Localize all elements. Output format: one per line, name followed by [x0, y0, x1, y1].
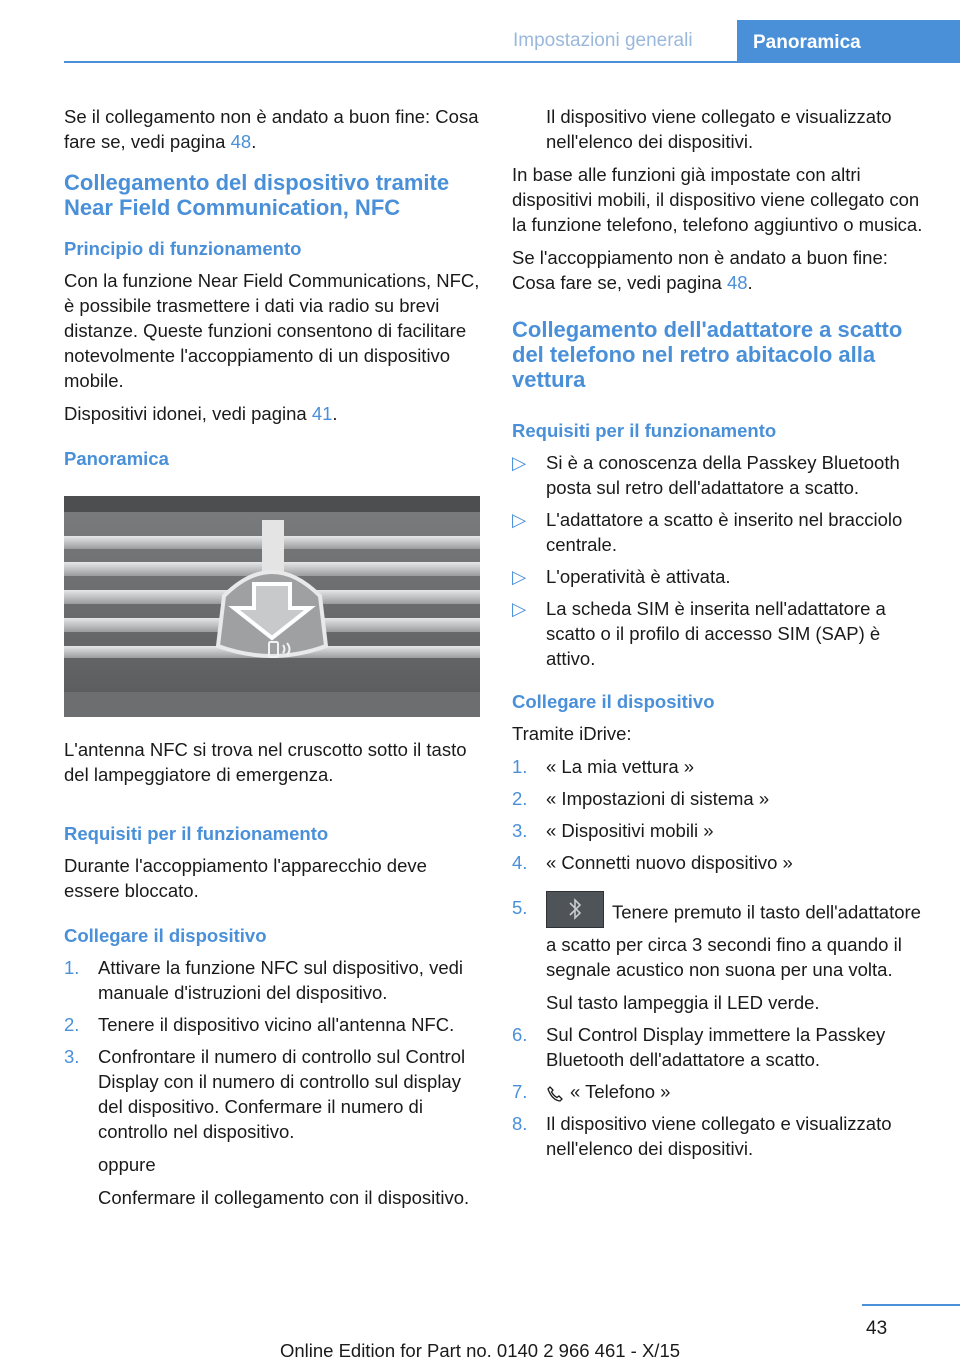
page-link[interactable]: 48 — [726, 272, 748, 293]
nfc-dashboard-illustration — [64, 496, 480, 717]
list-item: 4. « Connetti nuovo dispositivo » — [512, 852, 793, 873]
left-column — [64, 104, 484, 1217]
figure-caption: L'antenna NFC si trova nel cruscotto sotto il tasto del lampeggiatore di emergenza. — [64, 739, 467, 785]
bluetooth-button-icon — [546, 891, 604, 928]
functions-paragraph: In base alle funzioni già impostate con altri dispositivi mobili, il dispositivo viene collegato con la funzione telefono, telefono aggiuntivo o musica. — [512, 164, 923, 235]
list-item: 2. « Impostazioni di sistema » — [512, 788, 770, 809]
list-item: 3. Confrontare il numero di controllo sul Control Display con il numero di controllo sul display del dispositivo. Confermare il numero di controllo nel dispositivo. oppure Confermare il collegamento con il dispositivo. — [64, 1044, 484, 1210]
list-item: 1. Attivare la funzione NFC sul dispositivo, vedi manuale d'istruzioni del dispositivo. — [64, 957, 464, 1003]
list-item: ▷ L'operatività è attivata. — [512, 566, 731, 587]
heading-connect-device: Collegare il dispositivo — [64, 925, 267, 946]
heading-nfc: Collegamento del dispositivo tramite Near Field Communication, NFC — [64, 170, 450, 220]
heading-requirements: Requisiti per il funzionamento — [64, 823, 329, 844]
list-item: 8. Il dispositivo viene collegato e visualizzato nell'elenco dei dispositivi. — [512, 1113, 892, 1159]
idrive-steps-list — [512, 754, 927, 1161]
list-item: 7. « Telefono » — [512, 1081, 671, 1102]
step-alternative: Confermare il collegamento con il dispositivo. — [98, 1187, 470, 1208]
list-item: 3. « Dispositivi mobili » — [512, 820, 714, 841]
list-item: 2. Tenere il dispositivo vicino all'antenna NFC. — [64, 1014, 455, 1035]
intro-paragraph: Se il collegamento non è andato a buon fine: Cosa fare se, vedi pagina 48. — [64, 106, 479, 152]
step-or: oppure — [98, 1154, 156, 1175]
list-item: 1. « La mia vettura » — [512, 756, 695, 777]
led-note: Sul tasto lampeggia il LED verde. — [546, 992, 820, 1013]
list-item: ▷ Si è a conoscenza della Passkey Bluetooth posta sul retro dell'adattatore a scatto. — [512, 452, 900, 498]
page-link[interactable]: 41 — [311, 403, 333, 424]
header-tab-active: Panoramica — [737, 20, 960, 63]
requirements-list — [512, 450, 927, 671]
page-number: 43 — [866, 1318, 888, 1339]
list-item: ▷ L'adattatore a scatto è inserito nel bracciolo centrale. — [512, 509, 903, 555]
nfc-steps-list — [64, 955, 484, 1210]
list-item: 6. Sul Control Display immettere la Passkey Bluetooth dell'adattatore a scatto. — [512, 1024, 886, 1070]
page-link[interactable]: 48 — [230, 131, 252, 152]
idrive-label: Tramite iDrive: — [512, 723, 632, 744]
list-item: 5. Tenere premuto il tasto dell'adattatore a scatto per circa 3 secondi fino a quando il segnale acustico non suona per una volta. Sul tasto lampeggia il LED verde. — [512, 895, 927, 1015]
heading-requirements: Requisiti per il funzionamento — [512, 420, 777, 441]
right-column — [512, 104, 927, 1168]
header-section-title: Impostazioni generali — [513, 30, 693, 51]
heading-overview: Panoramica — [64, 448, 169, 469]
edition-footer: Online Edition for Part no. 0140 2 966 461 - X/15 — [279, 1340, 681, 1361]
pairing-failed-paragraph: Se l'accoppiamento non è andato a buon fine: Cosa fare se, vedi pagina 48. — [512, 247, 888, 293]
devices-paragraph: Dispositivi idonei, vedi pagina 41. — [64, 403, 338, 424]
footer-rule — [862, 1304, 960, 1306]
list-item: ▷ La scheda SIM è inserita nell'adattatore a scatto o il profilo di accesso SIM (SAP) è attivo. — [512, 598, 886, 669]
heading-connect-device: Collegare il dispositivo — [512, 691, 715, 712]
phone-icon — [546, 1084, 564, 1102]
principle-paragraph: Con la funzione Near Field Communications, NFC, è possibile trasmettere i dati via radio su brevi distanze. Queste funzioni consentono di facilitare notevolmente l'accoppiamento di un dispositivo mobile. — [64, 270, 480, 391]
heading-adapter: Collegamento dell'adattatore a scatto del telefono nel retro abitacolo alla vettura — [512, 317, 903, 392]
device-connected-text: Il dispositivo viene collegato e visualizzato nell'elenco dei dispositivi. — [546, 106, 892, 152]
requirements-paragraph: Durante l'accoppiamento l'apparecchio deve essere bloccato. — [64, 855, 427, 901]
heading-principle: Principio di funzionamento — [64, 238, 302, 259]
